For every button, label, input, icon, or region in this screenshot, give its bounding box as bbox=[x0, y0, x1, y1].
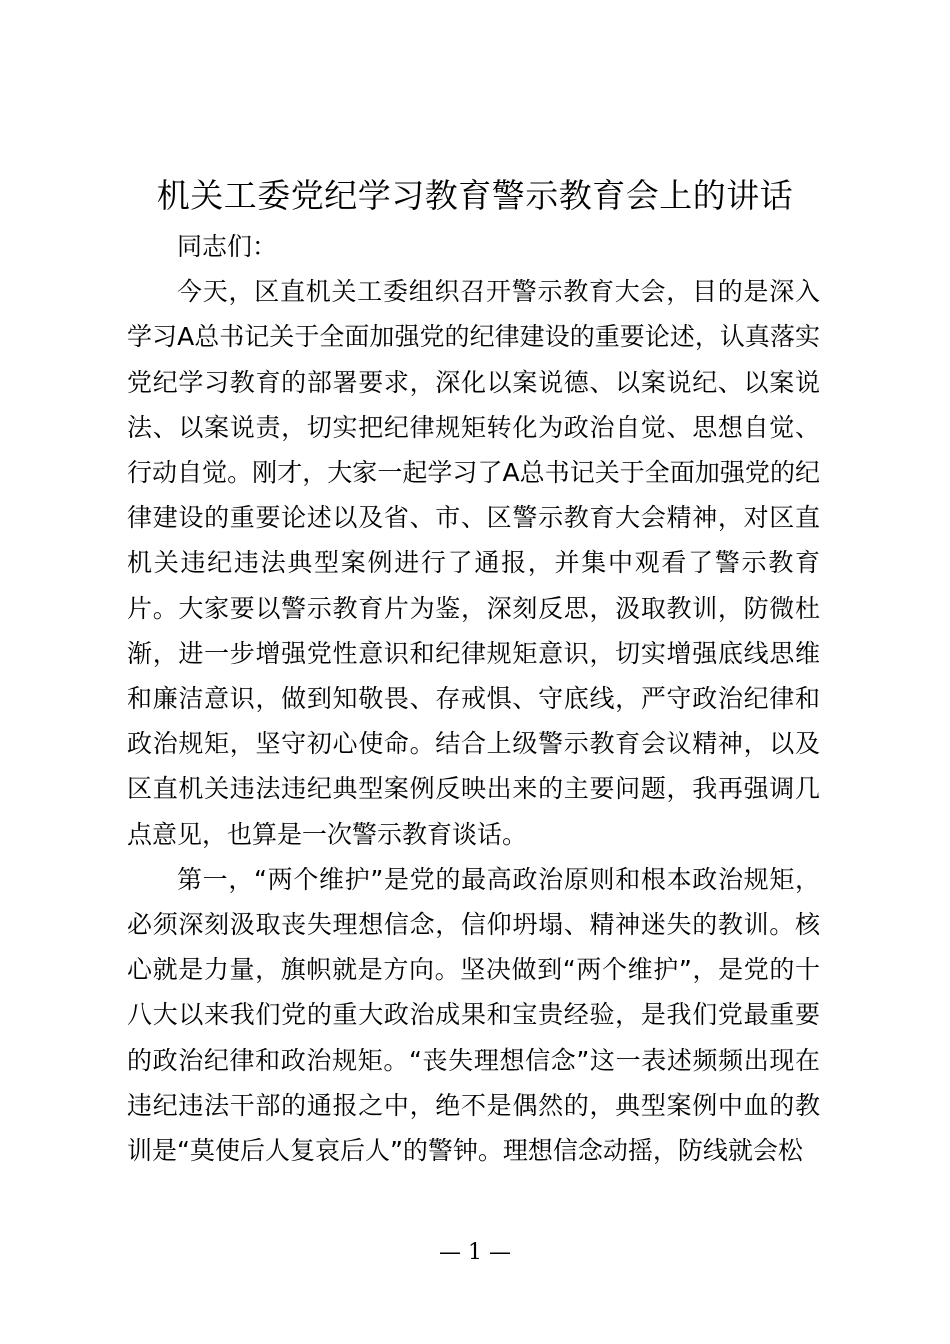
page-number: — 1 — bbox=[439, 1240, 511, 1265]
salutation: 同志们： bbox=[177, 232, 278, 261]
document-title: 机关工委党纪学习教育警示教育会上的讲话 bbox=[156, 176, 794, 215]
paragraph-intro: 今天，区直机关工委组织召开警示教育大会，目的是深入学习A总书记关于全面加强党的纪律建设的重要论述，认真落实党纪学习教育的部署要求，深化以案说德、以案说纪、以案说法、以案说责，切实把纪律规矩转化为政治自觉、思想自觉、行动自觉。刚才，大家一起学习了A总书记关于全面加强党的纪律建设的重要论述以及省、市、区警示教育大会精神，对区直机关违纪违法典型案例进行了通报，并集中观看了警示教育片。大家要以警示教育片为鉴，深刻反思，汲取教训，防微杜渐，进一步增强党性意识和纪律规矩意识，切实增强底线思维和廉洁意识，做到知敬畏、存戒惧、守底线，严守政治纪律和政治规矩，坚守初心使命。结合上级警示教育会议精神，以及区直机关违法违纪典型案例反映出来的主要问题，我再强调几点意见，也算是一次警示教育谈话。 bbox=[127, 277, 820, 849]
document-body bbox=[127, 224, 820, 1173]
paragraph-first-point: 第一，“两个维护”是党的最高政治原则和根本政治规矩，必须深刻汲取丧失理想信念，信仰坍塌、精神迷失的教训。核心就是力量，旗帜就是方向。坚决做到“两个维护”，是党的十八大以来我们党的重大政治成果和宝贵经验，是我们党最重要的政治纪律和政治规矩。“丧失理想信念”这一表述频频出现在违纪违法干部的通报之中，绝不是偶然的，典型案例中血的教训是“莫使后人复哀后人”的警钟。理想信念动摇，防线就会松 bbox=[127, 864, 820, 1166]
